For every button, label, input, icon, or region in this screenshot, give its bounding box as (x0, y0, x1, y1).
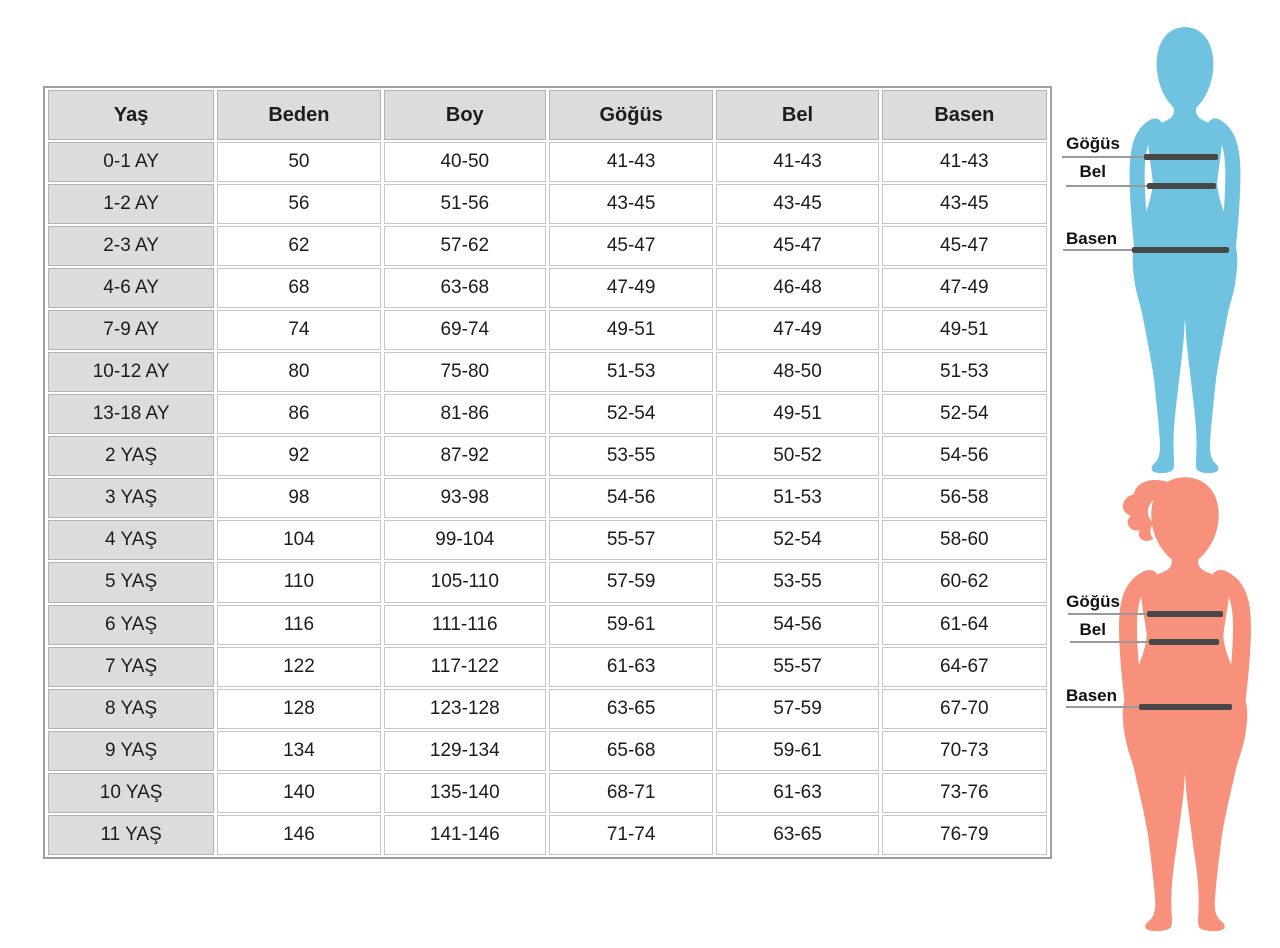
age-cell: 4 YAŞ (48, 520, 214, 560)
measure-cell: 80 (217, 352, 380, 392)
table-row (48, 436, 1047, 476)
hip-measure-bar-blue (1132, 247, 1229, 253)
age-cell: 1-2 AY (48, 184, 214, 224)
waist-measure-bar-blue (1147, 183, 1216, 189)
measure-cell: 81-86 (384, 394, 546, 434)
age-cell: 0-1 AY (48, 142, 214, 182)
measure-cell: 53-55 (716, 562, 878, 602)
measure-cell: 56-58 (882, 478, 1047, 518)
measure-cell: 57-59 (549, 562, 713, 602)
table-row (48, 731, 1047, 771)
chest-label-pink: Göğüs (1066, 592, 1120, 611)
measure-cell: 92 (217, 436, 380, 476)
measure-cell: 51-53 (882, 352, 1047, 392)
table-row (48, 226, 1047, 266)
waist-label-blue: Bel (1079, 162, 1106, 181)
measure-cell: 54-56 (716, 605, 878, 645)
measure-cell: 47-49 (716, 310, 878, 350)
measure-cell: 52-54 (882, 394, 1047, 434)
table-row (48, 184, 1047, 224)
measure-cell: 64-67 (882, 647, 1047, 687)
age-cell: 5 YAŞ (48, 562, 214, 602)
measure-cell: 43-45 (716, 184, 878, 224)
measure-cell: 68 (217, 268, 380, 308)
age-cell: 13-18 AY (48, 394, 214, 434)
size-table (43, 86, 1052, 859)
chest-measure-bar-pink (1147, 611, 1223, 617)
measure-cell: 45-47 (549, 226, 713, 266)
table-row (48, 773, 1047, 813)
measure-cell: 40-50 (384, 142, 546, 182)
measure-cell: 61-63 (716, 773, 878, 813)
measure-cell: 41-43 (716, 142, 878, 182)
measure-cell: 41-43 (882, 142, 1047, 182)
table-row (48, 815, 1047, 855)
measure-cell: 43-45 (549, 184, 713, 224)
table-row (48, 268, 1047, 308)
measure-cell: 53-55 (549, 436, 713, 476)
measure-cell: 141-146 (384, 815, 546, 855)
measure-cell: 49-51 (549, 310, 713, 350)
measure-cell: 57-62 (384, 226, 546, 266)
measure-cell: 51-53 (716, 478, 878, 518)
measure-cell: 117-122 (384, 647, 546, 687)
column-header: Boy (384, 90, 546, 140)
table-row (48, 352, 1047, 392)
measure-cell: 61-63 (549, 647, 713, 687)
measure-cell: 54-56 (882, 436, 1047, 476)
chest-label-blue: Göğüs (1066, 134, 1120, 153)
table-row (48, 142, 1047, 182)
measure-cell: 45-47 (882, 226, 1047, 266)
measure-cell: 122 (217, 647, 380, 687)
measure-cell: 135-140 (384, 773, 546, 813)
measure-cell: 70-73 (882, 731, 1047, 771)
chest-measure-bar-blue (1144, 154, 1218, 160)
age-cell: 9 YAŞ (48, 731, 214, 771)
column-header: Bel (716, 90, 878, 140)
measure-cell: 51-53 (549, 352, 713, 392)
measure-cell: 140 (217, 773, 380, 813)
age-cell: 2 YAŞ (48, 436, 214, 476)
column-header: Basen (882, 90, 1047, 140)
table-row (48, 394, 1047, 434)
measure-cell: 47-49 (882, 268, 1047, 308)
measure-cell: 50-52 (716, 436, 878, 476)
measure-cell: 65-68 (549, 731, 713, 771)
measure-cell: 116 (217, 605, 380, 645)
measure-cell: 55-57 (716, 647, 878, 687)
table-row (48, 605, 1047, 645)
measure-cell: 75-80 (384, 352, 546, 392)
hip-measure-bar-pink (1139, 704, 1232, 710)
measure-cell: 47-49 (549, 268, 713, 308)
measure-cell: 134 (217, 731, 380, 771)
measure-cell: 54-56 (549, 478, 713, 518)
age-cell: 8 YAŞ (48, 689, 214, 729)
age-cell: 4-6 AY (48, 268, 214, 308)
measure-cell: 69-74 (384, 310, 546, 350)
measure-cell: 129-134 (384, 731, 546, 771)
column-header: Yaş (48, 90, 214, 140)
measure-cell: 60-62 (882, 562, 1047, 602)
hip-label-pink: Basen (1065, 686, 1117, 705)
measure-cell: 55-57 (549, 520, 713, 560)
measure-cell: 71-74 (549, 815, 713, 855)
table-row (48, 310, 1047, 350)
measure-cell: 58-60 (882, 520, 1047, 560)
table-row (48, 689, 1047, 729)
age-cell: 7 YAŞ (48, 647, 214, 687)
age-cell: 6 YAŞ (48, 605, 214, 645)
table-row (48, 647, 1047, 687)
measure-cell: 67-70 (882, 689, 1047, 729)
measure-cell: 62 (217, 226, 380, 266)
measure-cell: 104 (217, 520, 380, 560)
measure-cell: 59-61 (716, 731, 878, 771)
measure-cell: 49-51 (882, 310, 1047, 350)
age-cell: 10-12 AY (48, 352, 214, 392)
measure-cell: 59-61 (549, 605, 713, 645)
measure-cell: 86 (217, 394, 380, 434)
size-table-head (48, 90, 1047, 140)
measure-cell: 57-59 (716, 689, 878, 729)
measure-cell: 87-92 (384, 436, 546, 476)
measure-cell: 46-48 (716, 268, 878, 308)
age-cell: 2-3 AY (48, 226, 214, 266)
age-cell: 3 YAŞ (48, 478, 214, 518)
measure-cell: 73-76 (882, 773, 1047, 813)
column-header: Göğüs (549, 90, 713, 140)
measure-cell: 45-47 (716, 226, 878, 266)
measure-cell: 123-128 (384, 689, 546, 729)
measure-cell: 146 (217, 815, 380, 855)
measure-cell: 105-110 (384, 562, 546, 602)
measure-cell: 61-64 (882, 605, 1047, 645)
measure-cell: 56 (217, 184, 380, 224)
measure-cell: 63-68 (384, 268, 546, 308)
size-table-body (48, 142, 1047, 855)
table-row (48, 478, 1047, 518)
measure-cell: 43-45 (882, 184, 1047, 224)
age-cell: 7-9 AY (48, 310, 214, 350)
column-header: Beden (217, 90, 380, 140)
measure-cell: 110 (217, 562, 380, 602)
measure-cell: 128 (217, 689, 380, 729)
waist-label-pink: Bel (1079, 620, 1106, 639)
measure-cell: 99-104 (384, 520, 546, 560)
waist-measure-bar-pink (1149, 639, 1219, 645)
measure-cell: 51-56 (384, 184, 546, 224)
age-cell: 11 YAŞ (48, 815, 214, 855)
measure-cell: 52-54 (549, 394, 713, 434)
measure-cell: 93-98 (384, 478, 546, 518)
measure-cell: 41-43 (549, 142, 713, 182)
measure-cell: 49-51 (716, 394, 878, 434)
measure-cell: 68-71 (549, 773, 713, 813)
measure-cell: 50 (217, 142, 380, 182)
measure-cell: 63-65 (716, 815, 878, 855)
hip-label-blue: Basen (1065, 229, 1117, 248)
measure-cell: 98 (217, 478, 380, 518)
header-row (48, 90, 1047, 140)
table-row (48, 520, 1047, 560)
age-cell: 10 YAŞ (48, 773, 214, 813)
measure-cell: 111-116 (384, 605, 546, 645)
measure-cell: 76-79 (882, 815, 1047, 855)
table-row (48, 562, 1047, 602)
measure-cell: 74 (217, 310, 380, 350)
measure-cell: 52-54 (716, 520, 878, 560)
measure-cell: 48-50 (716, 352, 878, 392)
measure-cell: 63-65 (549, 689, 713, 729)
